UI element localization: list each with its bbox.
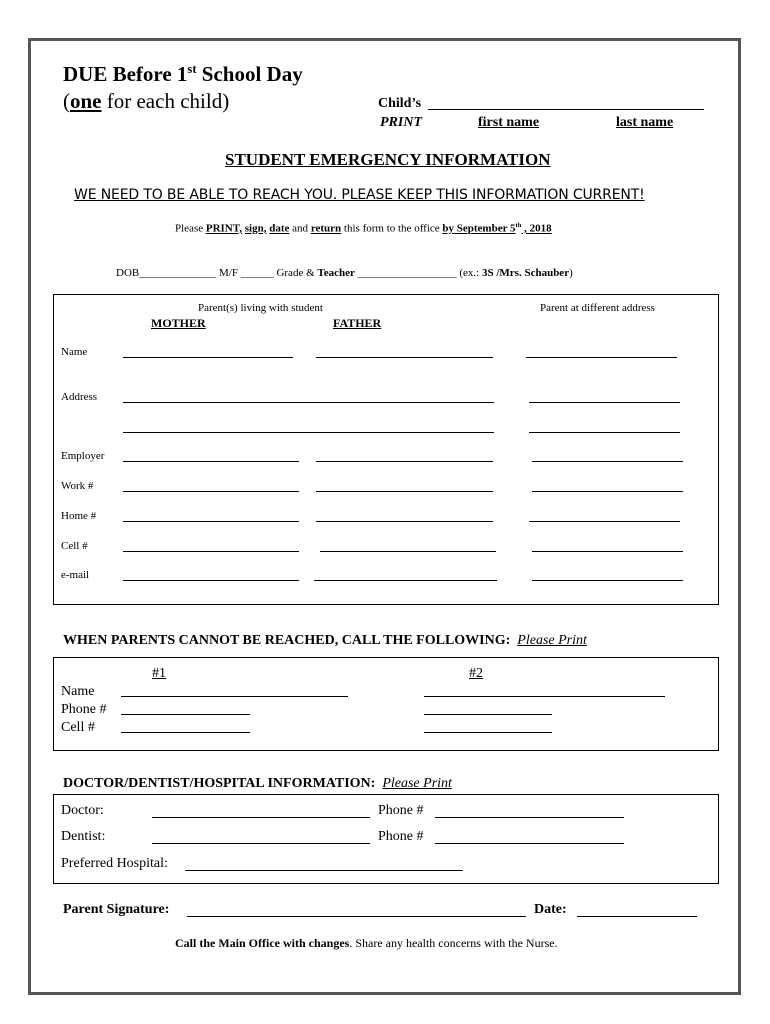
signature-date-field[interactable] xyxy=(577,916,697,917)
parent-signature-field[interactable] xyxy=(187,916,526,917)
father-home-field[interactable] xyxy=(316,521,493,522)
contact-1-header: #1 xyxy=(152,666,166,681)
other-employer-field[interactable] xyxy=(532,461,683,462)
other-home-field[interactable] xyxy=(529,521,680,522)
other-email-field[interactable] xyxy=(532,580,683,581)
contact-1-phone-field[interactable] xyxy=(121,714,250,715)
footer-note: Call the Main Office with changes. Share any health concerns with the Nurse. xyxy=(175,936,558,950)
doctor-label: Doctor: xyxy=(61,803,104,818)
father-name-field[interactable] xyxy=(316,357,493,358)
contact-1-cell-field[interactable] xyxy=(121,732,250,733)
row-label-name: Name xyxy=(61,346,88,358)
dob-label: DOB xyxy=(116,267,140,279)
mother-employer-field[interactable] xyxy=(123,461,299,462)
mother-home-field[interactable] xyxy=(123,521,299,522)
mother-header: MOTHER xyxy=(151,316,206,330)
contacts-heading: WHEN PARENTS CANNOT BE REACHED, CALL THE FOLLOWING: Please Print xyxy=(63,633,587,648)
living-with-student-header: Parent(s) living with student xyxy=(198,302,323,314)
contact-1-name-field[interactable] xyxy=(121,696,348,697)
doctor-field[interactable] xyxy=(152,817,370,818)
parents-box xyxy=(53,294,719,605)
address-field-1[interactable] xyxy=(123,402,494,403)
instructions: Please PRINT, sign, date and return this form to the office by September 5th , 2018 xyxy=(175,222,552,235)
father-employer-field[interactable] xyxy=(316,461,493,462)
doctor-phone-field[interactable] xyxy=(435,817,624,818)
other-cell-field[interactable] xyxy=(532,551,683,552)
contact-2-phone-field[interactable] xyxy=(424,714,552,715)
doctor-phone-label: Phone # xyxy=(378,803,424,818)
contact-name-label: Name xyxy=(61,684,95,699)
contact-cell-label: Cell # xyxy=(61,720,95,735)
contact-2-name-field[interactable] xyxy=(424,696,665,697)
row-label-address: Address xyxy=(61,391,98,403)
contact-phone-label: Phone # xyxy=(61,702,107,717)
mother-cell-field[interactable] xyxy=(123,551,299,552)
first-name-label: first name xyxy=(478,115,540,130)
row-label-email: e-mail xyxy=(61,569,90,581)
row-label-work: Work # xyxy=(61,480,94,492)
form-title: STUDENT EMERGENCY INFORMATION xyxy=(225,150,551,169)
dentist-label: Dentist: xyxy=(61,829,106,844)
address-field-2[interactable] xyxy=(123,432,494,433)
signature-date-label: Date: xyxy=(534,902,567,917)
other-parent-name-field[interactable] xyxy=(526,357,677,358)
row-label-home: Home # xyxy=(61,510,97,522)
contact-2-header: #2 xyxy=(469,666,483,681)
father-work-field[interactable] xyxy=(316,491,493,492)
medical-heading: DOCTOR/DENTIST/HOSPITAL INFORMATION: Please Print xyxy=(63,776,452,791)
contact-2-cell-field[interactable] xyxy=(424,732,552,733)
other-work-field[interactable] xyxy=(532,491,683,492)
mother-name-field[interactable] xyxy=(123,357,293,358)
different-address-header: Parent at different address xyxy=(540,302,655,314)
one-per-child: (one for each child) xyxy=(63,89,230,113)
dob-field[interactable]: ______________ xyxy=(139,267,217,279)
childs-name-label: Child’s xyxy=(378,96,422,111)
father-header: FATHER xyxy=(333,316,382,330)
hospital-label: Preferred Hospital: xyxy=(61,856,168,871)
mf-label: M/F xyxy=(218,267,238,279)
dentist-field[interactable] xyxy=(152,843,370,844)
parent-signature-label: Parent Signature: xyxy=(63,902,170,917)
print-label: PRINT xyxy=(380,115,422,130)
other-address-field-2[interactable] xyxy=(529,432,680,433)
dentist-phone-label: Phone # xyxy=(378,829,424,844)
student-info-line: DOB______________ M/F ______ Grade & Teacher __________________ (ex.: 3S /Mrs. Schauber) xyxy=(116,267,573,279)
father-email-field[interactable] xyxy=(314,580,497,581)
mf-field[interactable]: ______ xyxy=(240,267,274,279)
hospital-field[interactable] xyxy=(185,870,463,871)
childs-name-field[interactable] xyxy=(428,109,704,110)
row-label-cell: Cell # xyxy=(61,540,88,552)
mother-email-field[interactable] xyxy=(123,580,299,581)
grade-teacher-field[interactable]: __________________ xyxy=(357,267,457,279)
other-address-field-1[interactable] xyxy=(529,402,680,403)
mother-work-field[interactable] xyxy=(123,491,299,492)
father-cell-field[interactable] xyxy=(320,551,496,552)
due-heading: DUE Before 1st School Day xyxy=(63,62,303,86)
notice-text: WE NEED TO BE ABLE TO REACH YOU. PLEASE KEEP THIS INFORMATION CURRENT! xyxy=(74,187,645,203)
row-label-employer: Employer xyxy=(61,450,105,462)
dentist-phone-field[interactable] xyxy=(435,843,624,844)
last-name-label: last name xyxy=(616,115,674,130)
